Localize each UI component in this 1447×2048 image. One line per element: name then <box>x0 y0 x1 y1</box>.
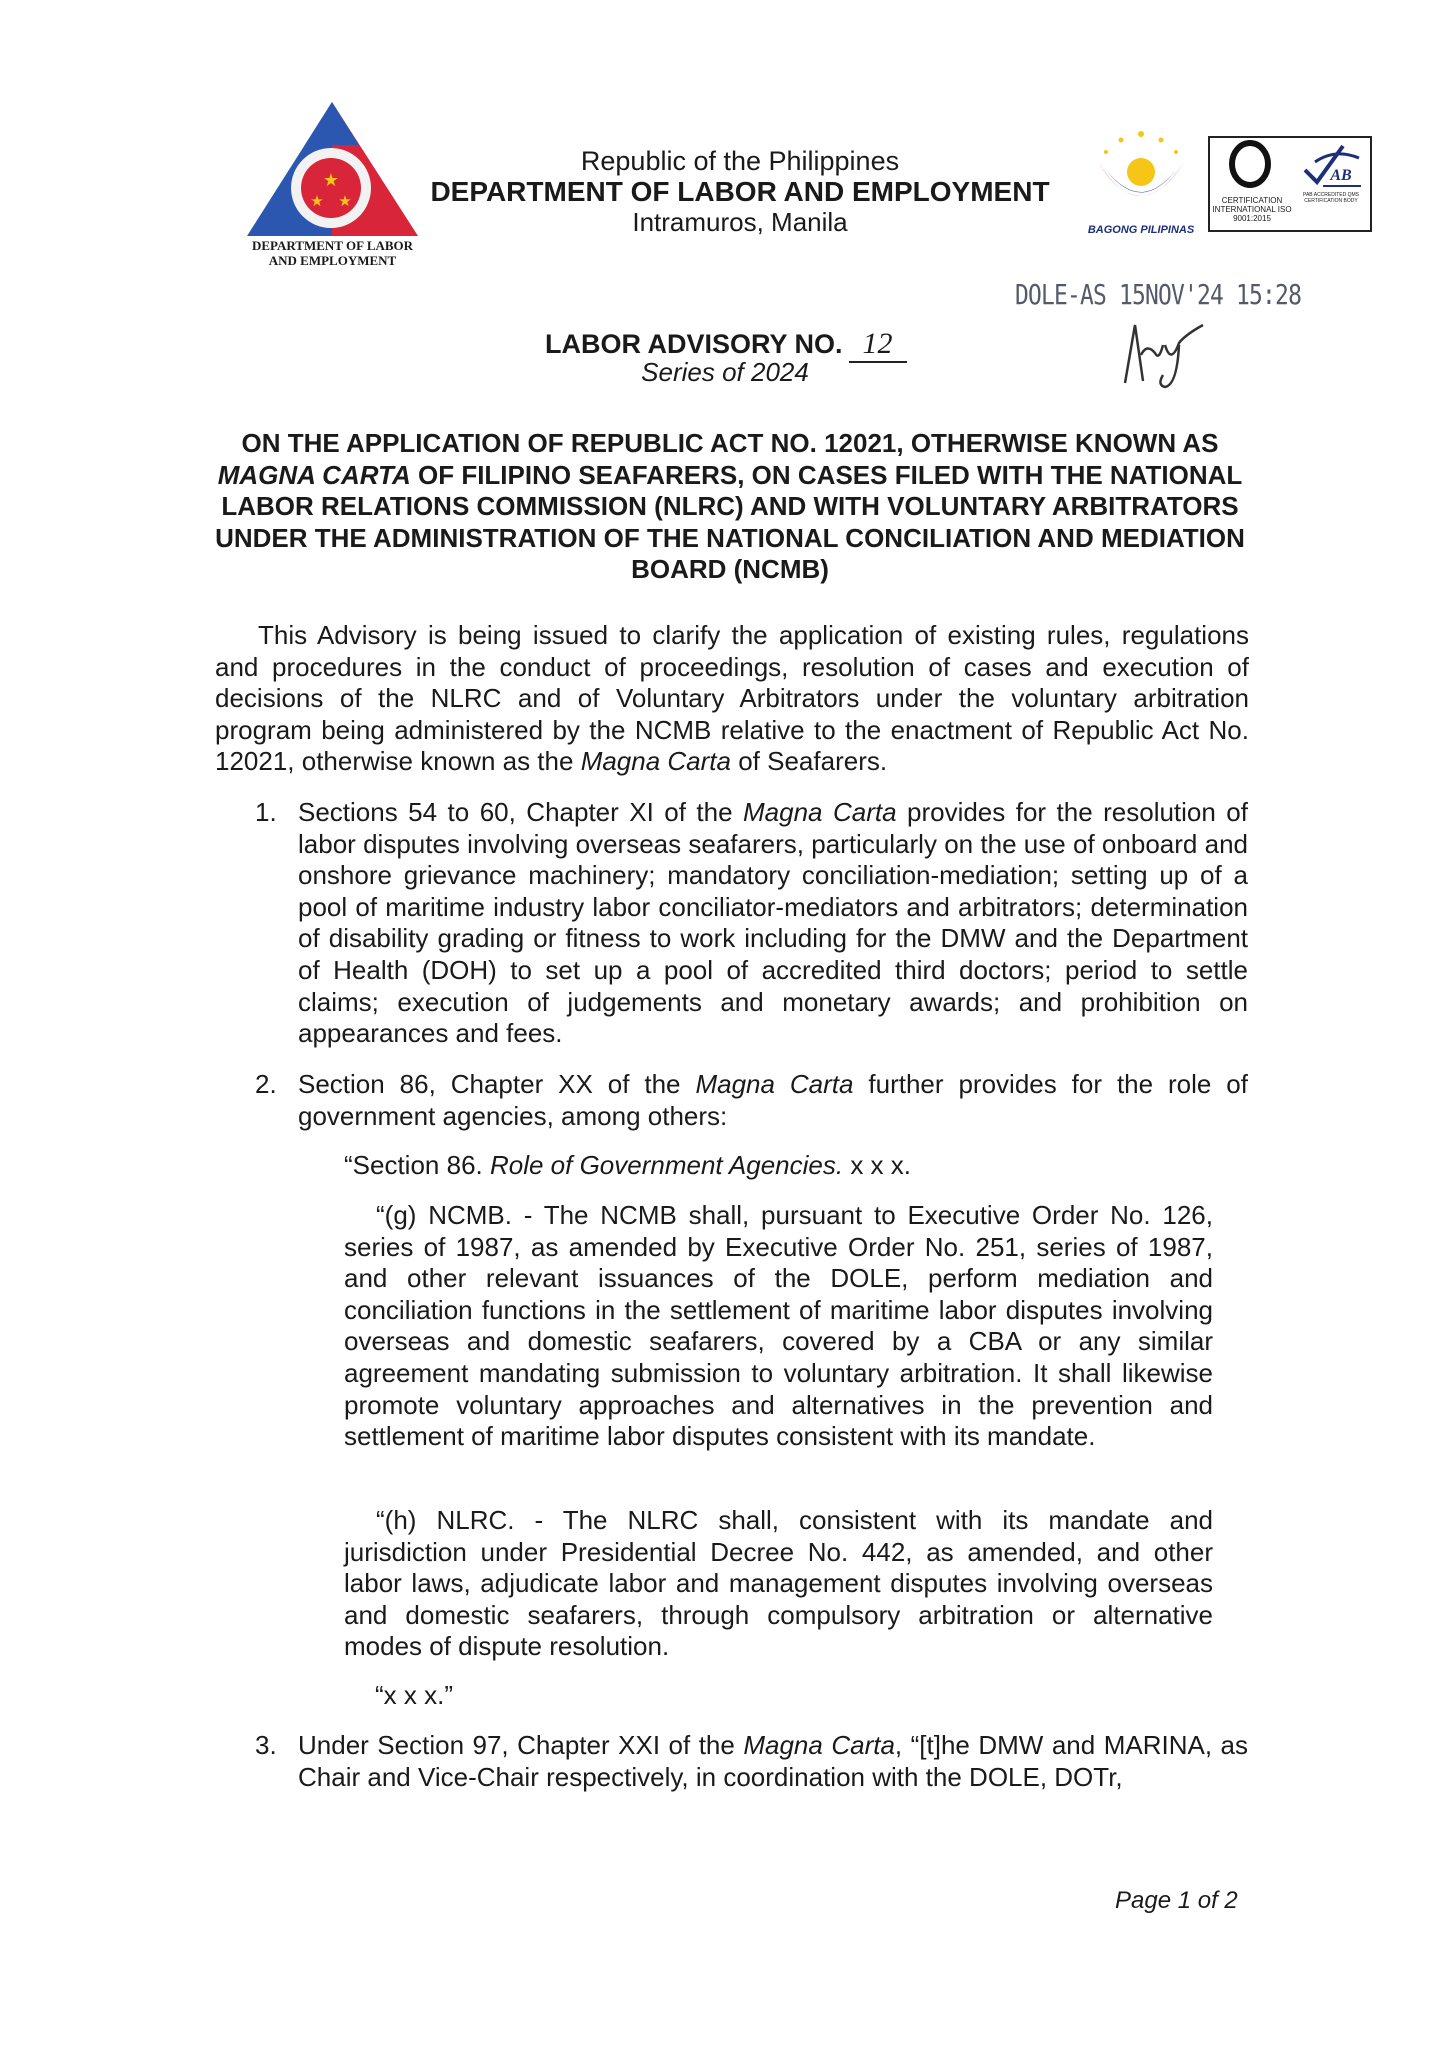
certification-text: CERTIFICATION INTERNATIONAL ISO 9001:2015 <box>1212 196 1292 223</box>
item-text: provides for the resolution of labor disputes involving overseas seafarers, particularly on the use of onboard and onshore grievance machinery; mandatory conciliation-mediation; setting up of a pool of maritime industry labor conciliator-mediators and arbitrators; determination of disability grading or fitness to work including for the DMW and the Department of Health (DOH) to set up a pool of accredited third doctors; period to settle claims; execution of judgements and monetary awards; and prohibition on appearances and fees. <box>298 797 1248 1049</box>
list-item <box>298 1730 1248 1793</box>
receiving-stamp: DOLE-AS 15NOV'24 15:28 <box>1015 278 1302 311</box>
quote-heading <box>344 1150 911 1181</box>
pab-accreditation-logo <box>1295 140 1365 190</box>
department-name: DEPARTMENT OF LABOR AND EMPLOYMENT <box>430 176 1050 207</box>
subject-italic: MAGNA CARTA <box>217 459 411 490</box>
item-italic: Magna Carta <box>695 1069 854 1099</box>
item-text: , “[t]he DMW and MARINA, as Chair and Vice-Chair respectively, in coordination with the DOLE, DOTr, <box>298 1730 1248 1792</box>
pab-text: PAB ACCREDITED QMS CERTIFICATION BODY <box>1302 192 1360 204</box>
item-text: Section 86, Chapter XX of the <box>298 1069 696 1099</box>
intro-italic: Magna Carta <box>580 746 731 777</box>
list-item <box>298 1069 1248 1132</box>
advisory-number: 12 <box>849 327 907 363</box>
handwritten-initials <box>1105 315 1215 390</box>
svg-text:AB: AB <box>1330 167 1352 184</box>
item-number: 2. <box>255 1069 277 1099</box>
republic-line: Republic of the Philippines <box>580 146 900 176</box>
bagong-pilipinas-text: BAGONG PILIPINAS <box>1087 224 1195 236</box>
intro-paragraph <box>215 620 1249 778</box>
quote-heading-post: x x x. <box>843 1150 911 1180</box>
item-text: further provides for the role of government agencies, among others: <box>298 1069 1248 1131</box>
item-number: 1. <box>255 797 277 827</box>
quote-heading-italic: Role of Government Agencies. <box>489 1150 844 1180</box>
subject-part-1: ON THE APPLICATION OF REPUBLIC ACT NO. 12021, OTHERWISE KNOWN AS <box>241 428 1219 458</box>
department-address: Intramuros, Manila <box>632 207 848 237</box>
intro-text: This Advisory is being issued to clarify the application of existing rules, regulations and procedures in the conduct of proceedings, resolution of cases and execution of decisions of the NLRC and of Voluntary Arbitrators under the voluntary arbitration program being administered by the NCMB relative to the enactment of Republic Act No. 12021, otherwise known as the <box>215 620 1249 777</box>
certification-international-logo <box>1214 140 1286 192</box>
bagong-pilipinas-logo <box>1066 110 1216 235</box>
advisory-label: LABOR ADVISORY NO. <box>545 329 843 359</box>
advisory-subject <box>200 428 1260 586</box>
item-text: Sections 54 to 60, Chapter XI of the <box>298 797 743 827</box>
advisory-series: Series of 2024 <box>641 357 809 387</box>
intro-end: of Seafarers. <box>731 746 888 777</box>
page-number: Page 1 of 2 <box>1115 1887 1238 1914</box>
quote-paragraph-h: “(h) NLRC. - The NLRC shall, consistent with its mandate and jurisdiction under Presidential Decree No. 442, as amended, and other labor laws, adjudicate labor and management disputes involving overseas and domestic seafarers, through compulsory arbitration or alternative modes of dispute resolution. <box>344 1505 1213 1662</box>
list-item <box>298 797 1248 1050</box>
logo-caption: DEPARTMENT OF LABOR AND EMPLOYMENT <box>251 238 414 268</box>
quote-ellipsis: “x x x.” <box>375 1680 453 1710</box>
svg-text:★: ★ <box>310 192 324 210</box>
svg-text:★: ★ <box>338 192 352 210</box>
quote-paragraph-g: “(g) NCMB. - The NCMB shall, pursuant to Executive Order No. 126, series of 1987, as amended by Executive Order No. 251, series of 1987, and other relevant issuances of the DOLE, perform mediation and conciliation functions in the settlement of maritime labor disputes involving overseas and domestic seafarers, covered by a CBA or any similar agreement mandating submission to voluntary arbitration. It shall likewise promote voluntary approaches and alternatives in the prevention and settlement of maritime labor disputes consistent with its mandate. <box>344 1200 1213 1452</box>
item-number: 3. <box>255 1730 277 1760</box>
item-italic: Magna Carta <box>743 1730 895 1760</box>
quote-heading-pre: “Section 86. <box>344 1150 490 1180</box>
subject-part-2: OF FILIPINO SEAFARERS, ON CASES FILED WITH THE NATIONAL LABOR RELATIONS COMMISSION (NLRC) AND WITH VOLUNTARY ARBITRATORS UNDER THE ADMINISTRATION OF THE NATIONAL CONCILIATION AND MEDIATION BOARD (NCMB) <box>215 459 1245 584</box>
dole-logo <box>245 100 420 238</box>
item-italic: Magna Carta <box>743 797 897 827</box>
item-text: Under Section 97, Chapter XXI of the <box>298 1730 744 1760</box>
svg-text:★: ★ <box>322 170 340 191</box>
